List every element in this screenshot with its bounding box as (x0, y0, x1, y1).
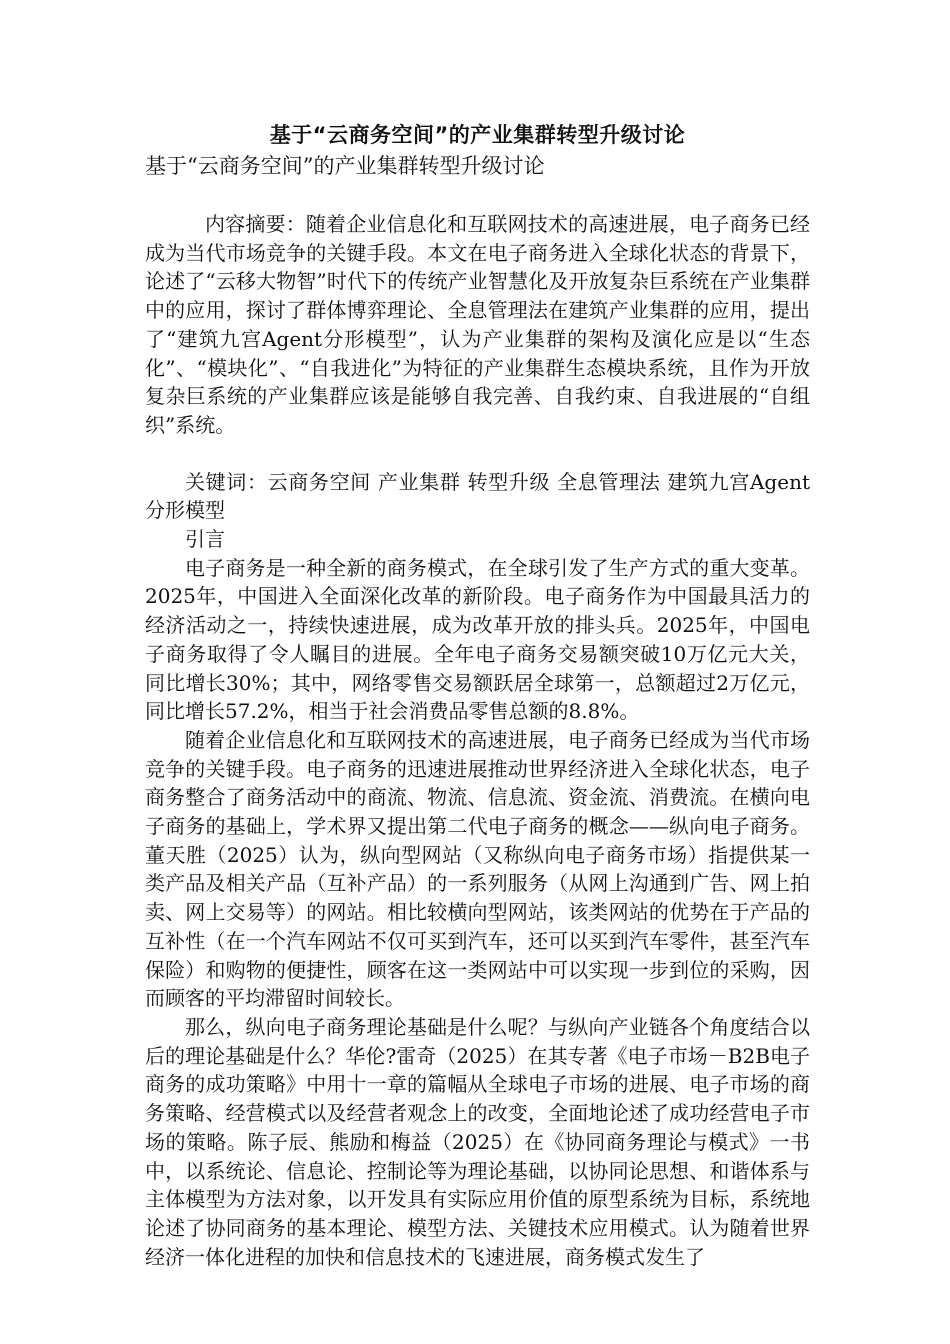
body-paragraph-3: 那么，纵向电子商务理论基础是什么呢？与纵向产业链各个角度结合以后的理论基础是什么？华伦?雷奇（2025）在其专著《电子市场－B2B电子商务的成功策略》中用十一章的篇幅从全球电子市场的进展、电子市场的商务策略、经营模式以及经营者观念上的改变，全面地论述了成功经营电子市场的策略。陈子辰、熊励和梅益（2025）在《协同商务理论与模式》一书中，以系统论、信息论、控制论等为理论基础，以协同论思想、和谐体系与主体模型为方法对象，以开发具有实际应用价值的原型系统为目标，系统地论述了协同商务的基本理论、模型方法、关键技术应用模式。认为随着世界经济一体化进程的加快和信息技术的飞速进展，商务模式发生了 (145, 1014, 810, 1269)
intro-heading: 引言 (185, 527, 225, 552)
document-page (145, 118, 810, 1271)
document-subtitle: 基于“云商务空间”的产业集群转型升级讨论 (145, 154, 545, 178)
body-paragraph-2: 随着企业信息化和互联网技术的高速进展，电子商务已经成为当代市场竞争的关键手段。电子商务的迅速进展推动世界经济进入全球化状态，电子商务整合了商务活动中的商流、物流、信息流、资金流、消费流。在横向电子商务的基础上，学术界又提出第二代电子商务的概念——纵向电子商务。董天胜（2025）认为，纵向型网站（又称纵向电子商务市场）指提供某一类产品及相关产品（互补产品）的一系列服务（从网上沟通到广告、网上拍卖、网上交易等）的网站。相比较横向型网站，该类网站的优势在于产品的互补性（在一个汽车网站不仅可买到汽车，还可以买到汽车零件，甚至汽车保险）和购物的便捷性，顾客在这一类网站中可以实现一步到位的采购，因而顾客的平均滞留时间较长。 (145, 727, 810, 1011)
abstract-paragraph: 内容摘要：随着企业信息化和互联网技术的高速进展，电子商务已经成为当代市场竞争的关键手段。本文在电子商务进入全球化状态的背景下，论述了“云移大物智”时代下的传统产业智慧化及开放复杂巨系统在产业集群中的应用，探讨了群体博弈理论、全息管理法在建筑产业集群的应用，提出了“建筑九宫Agent分形模型”，认为产业集群的架构及演化应是以“生态化”、“模块化”、“自我进化”为特征的产业集群生态模块系统，且作为开放复杂巨系统的产业集群应该是能够自我完善、自我约束、自我进展的“自组织”系统。 (145, 212, 810, 437)
body-paragraph-1: 电子商务是一种全新的商务模式，在全球引发了生产方式的重大变革。2025年，中国进入全面深化改革的新阶段。电子商务作为中国最具活力的经济活动之一，持续快速进展，成为改革开放的排头兵。2025年，中国电子商务取得了令人瞩目的进展。全年电子商务交易额突破10万亿元大关，同比增长30%；其中，网络零售交易额跃居全球第一，总额超过2万亿元，同比增长57.2%，相当于社会消费品零售总额的8.8%。 (145, 555, 810, 724)
document-title: 基于“云商务空间”的产业集群转型升级讨论 (269, 123, 686, 147)
keywords-paragraph: 关键词：云商务空间 产业集群 转型升级 全息管理法 建筑九宫Agent分形模型 (145, 469, 810, 523)
